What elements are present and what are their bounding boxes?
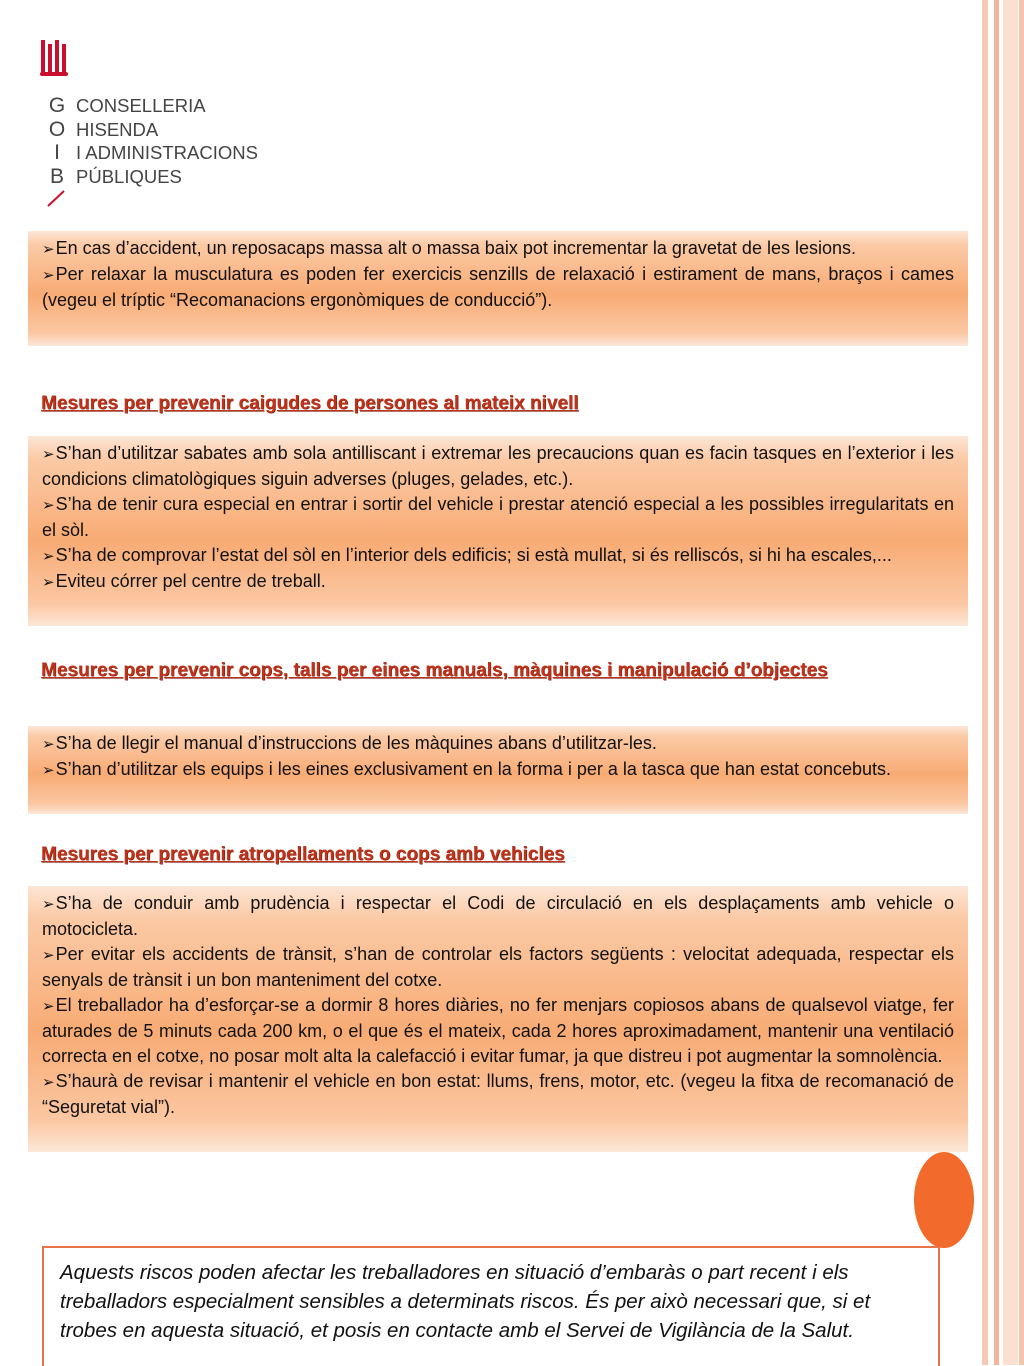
arrow-bullet-icon: ➢ [42, 947, 55, 964]
list-item [42, 569, 954, 595]
arrow-bullet-icon: ➢ [42, 574, 55, 591]
arrow-bullet-icon: ➢ [42, 896, 55, 913]
arrow-bullet-icon: ➢ [42, 241, 55, 258]
arrow-bullet-icon: ➢ [42, 1074, 55, 1091]
section-heading: Mesures per prevenir cops, talls per eines manuals, màquines i manipulació d’objectes [41, 660, 828, 681]
list-item [42, 441, 954, 492]
list-item [42, 262, 954, 313]
logo-letter: O [48, 117, 66, 141]
decorative-stripe [982, 0, 988, 1365]
list-item-text: S’han d’utilitzar sabates amb sola antilliscant i extremar les precaucions quan es facin tasques en l’exterior i les condicions climatològiques siguin adverses (pluges, gelades, etc.). [42, 443, 954, 489]
arrow-bullet-icon: ➢ [42, 548, 55, 565]
list-item-text: S’ha de conduir amb prudència i respectar el Codi de circulació en els desplaçaments amb vehicle o motocicleta. [42, 893, 954, 939]
list-item [42, 543, 954, 569]
arrow-bullet-icon: ➢ [42, 762, 55, 779]
list-item-text: S’ha de tenir cura especial en entrar i sortir del vehicle i prestar atenció especial a les possibles irregularitats en el sòl. [42, 494, 954, 540]
logo-letter: I [54, 141, 60, 164]
logo-line: HISENDA [76, 118, 159, 140]
list-item-text: Eviteu córrer pel centre de treball. [55, 571, 326, 591]
organization-name [76, 94, 258, 188]
arrow-bullet-icon: ➢ [42, 267, 55, 284]
logo-line: PÚBLIQUES [76, 165, 182, 187]
list-item [42, 492, 954, 543]
section-box [28, 726, 968, 814]
logo-line: I ADMINISTRACIONS [76, 142, 258, 163]
list-item [42, 993, 954, 1069]
list-item-text: S’ha de llegir el manual d’instruccions de les màquines abans d’utilitzar-les. [55, 733, 657, 753]
arrow-bullet-icon: ➢ [42, 446, 55, 463]
logo-slash-icon [46, 188, 66, 208]
logo-letter: B [49, 164, 64, 188]
list-item-text: Per evitar els accidents de trànsit, s’han de controlar els factors següents : velocitat adequada, respectar els senyals de trànsit i un bon manteniment del cotxe. [42, 944, 954, 990]
decorative-stripe [994, 0, 999, 1365]
coat-of-arms-icon [40, 38, 70, 78]
list-item [42, 891, 954, 942]
list-item [42, 757, 954, 783]
health-surveillance-note [42, 1246, 940, 1366]
list-item-text: S’han d’utilitzar els equips i les eines exclusivament en la forma i per a la tasca que han estat concebuts. [55, 759, 892, 779]
logo-letters [44, 94, 70, 188]
intro-box [28, 231, 968, 346]
arrow-bullet-icon: ➢ [42, 998, 55, 1015]
logo-letter: G [48, 94, 66, 117]
section-heading: Mesures per prevenir caigudes de persones al mateix nivell [41, 393, 579, 414]
arrow-bullet-icon: ➢ [42, 736, 55, 753]
list-item-text: Per relaxar la musculatura es poden fer exercicis senzills de relaxació i estirament de mans, braços i cames (vegeu el tríptic “Recomanacions ergonòmiques de conducció”). [42, 264, 954, 310]
section-box [28, 886, 968, 1152]
decorative-stripe [1019, 0, 1024, 1365]
list-item-text: El treballador ha d’esforçar-se a dormir 8 hores diàries, no fer menjars copiosos abans de qualsevol viatge, fer aturades de 5 minuts cada 200 km, o el que és el mateix, cada 2 hores aproximadament, mantenir una ventilació correcta en el cotxe, no posar molt alta la calefacció i evitar fumar, ja que distreu i pot augmentar la somnolència. [42, 995, 954, 1066]
section-box [28, 436, 968, 626]
list-item-text: S’haurà de revisar i mantenir el vehicle en bon estat: llums, frens, motor, etc. (vegeu la fitxa de recomanació de “Seguretat vial”). [42, 1071, 954, 1117]
arrow-bullet-icon: ➢ [42, 497, 55, 514]
list-item-text: En cas d’accident, un reposacaps massa alt o massa baix pot incrementar la gravetat de les lesions. [55, 238, 856, 258]
list-item-text: S’ha de comprovar l’estat del sòl en l’interior dels edificis; si està mullat, si és relliscós, si hi ha escales,... [55, 545, 892, 565]
decorative-stripe [1003, 0, 1018, 1365]
logo-line: CONSELLERIA [76, 95, 206, 116]
list-item [42, 731, 954, 757]
section-heading: Mesures per prevenir atropellaments o cops amb vehicles [41, 844, 565, 865]
list-item [42, 942, 954, 993]
note-text: Aquests riscos poden afectar les treballadores en situació d’embaràs o part recent i els treballadors especialment sensibles a determinats riscos. És per això necessari que, si et trobes en aquesta situació, et posis en contacte amb el Servei de Vigilància de la Salut. [60, 1261, 871, 1342]
list-item [42, 236, 954, 262]
list-item [42, 1069, 954, 1120]
decorative-oval [914, 1152, 974, 1248]
